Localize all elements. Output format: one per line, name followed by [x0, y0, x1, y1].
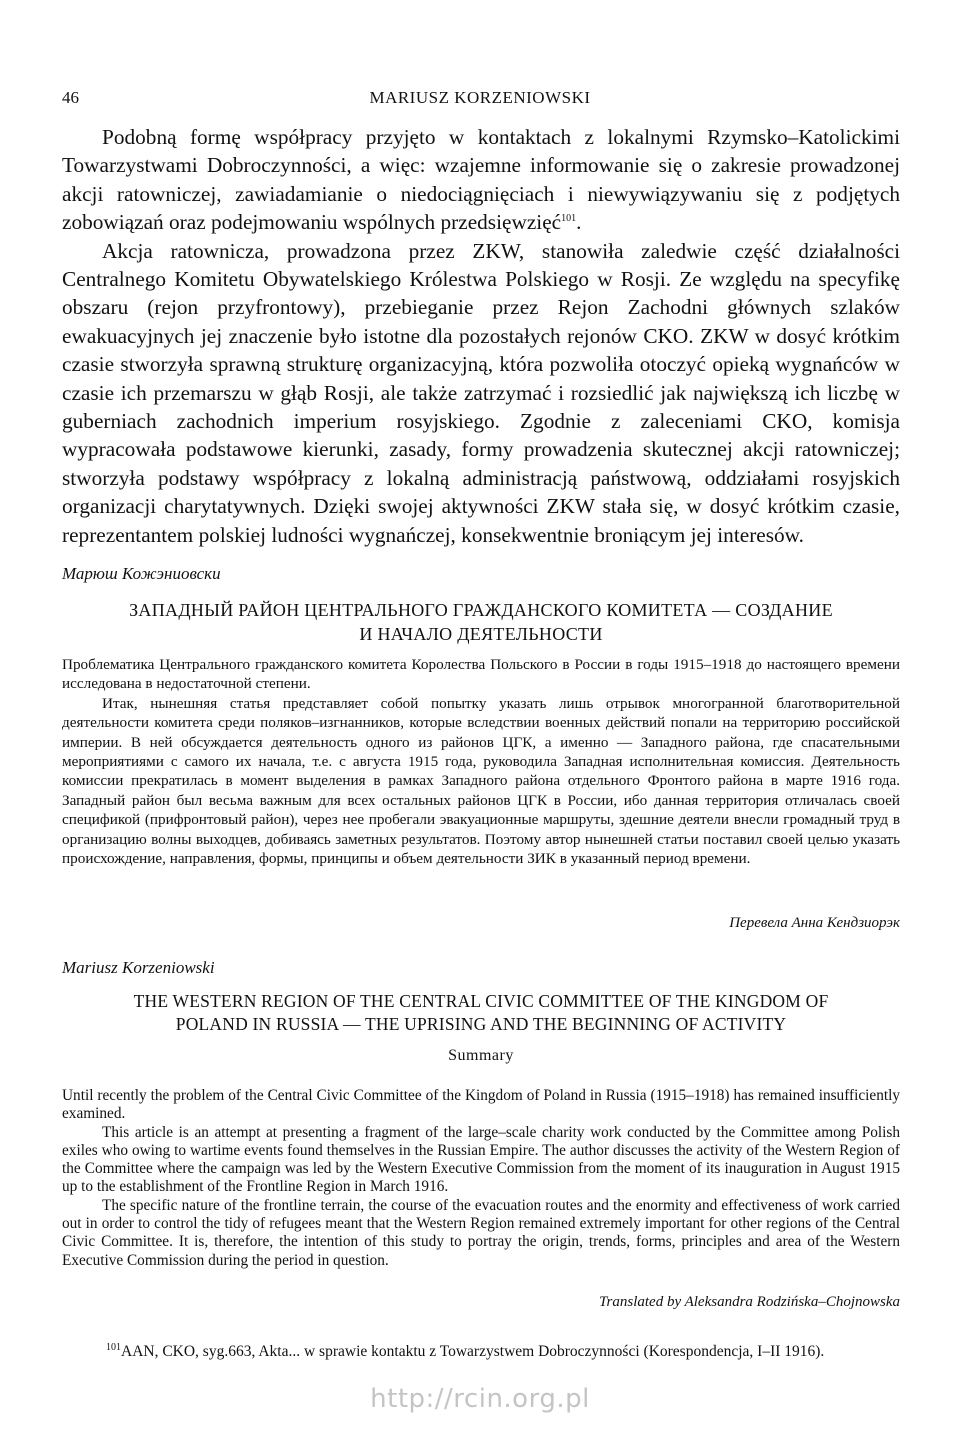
footnote [62, 1342, 900, 1362]
english-summary-text [62, 1087, 900, 1270]
russian-author: Марюш Кожэниовски [62, 564, 221, 583]
russian-title-line-1: ЗАПАДНЫЙ РАЙОН ЦЕНТРАЛЬНОГО ГРАЖДАНСКОГО КОМИТЕТА — СОЗДАНИЕ [129, 600, 833, 620]
watermark-url[interactable]: http://rcin.org.pl [370, 1384, 590, 1414]
polish-paragraph-1 [62, 123, 900, 237]
english-paragraph-1: Until recently the problem of the Central Civic Committee of the Kingdom of Poland in Russia (1915–1918) has remained insufficiently examined. [62, 1087, 900, 1123]
summary-heading: Summary [448, 1047, 514, 1064]
russian-title-line-2: И НАЧАЛО ДЕЯТЕЛЬНОСТИ [359, 624, 603, 644]
footnote-text: AAN, CKO, syg.663, Akta... w sprawie kontaktu z Towarzystwem Dobroczynności (Korespondencja, I–II 1916). [121, 1343, 825, 1360]
running-head: MARIUSZ KORZENIOWSKI [369, 88, 591, 107]
polish-paragraph-2: Akcja ratownicza, prowadzona przez ZKW, stanowiła zaledwie część działalności Centralnego Komitetu Obywatelskiego Królestwa Polskiego w Rosji. Ze względu na specyfikę obszaru (rejon przyfrontowy), przebieganie przez Rejon Zachodni głównych szlaków ewakuacyjnych jej znaczenie było istotne dla pozostałych rejonów CKO. ZKW w dosyć krótkim czasie stworzyła sprawną strukturę organizacyjną, która pozwoliła otoczyć opieką wygnańców w czasie ich przemarszu w głąb Rosji, ale także zatrzymać i rozsiedlić jak największą ich liczbę w guberniach zachodnich imperium rosyjskiego. Zgodnie z zaleceniami CKO, komisja wypracowała podstawowe kierunki, zasady, formy prowadzenia skutecznej akcji ratowniczej; stworzyła podstawy współpracy z lokalną administracją państwową, oddziałami rosyjskich organizacji charytatywnych. Dzięki swojej aktywności ZKW stała się, w dosyć krótkim czasie, reprezentantem polskiej ludności wygnańczej, konsekwentnie broniącym jej interesów. [62, 238, 900, 547]
english-author: Mariusz Korzeniowski [62, 958, 215, 977]
russian-translator: Перевела Анна Кендзиорэк [729, 915, 900, 931]
russian-paragraph-2: Итак, нынешняя статья представляет собой попытку указать лишь отрывок многогранной благотворительной деятельности комитета среди поляков–изгнанников, которые вследствии военных действий попали на территорию российской империи. В ней обсуждается деятельность одного из районов ЦГК, а именно — Западного района, где спасательными мероприятиями с самого их начала, т.е. с августа 1915 года, руководила Западная исполнительная комиссия. Деятельность комиссии прекратилась в момент выделения в рамках Западного района отдельного Фронтого района в марте 1916 года. Западный район был весьма важным для всех остальных районов ЦГК в России, ибо данная территория отличалась своей спецификой (прифронтовый район), через нее пробегали эвакуационные маршруты, здешние деятели внесли громадный труд в организацию волны выходцев, добиваясь заметных результатов. Поэтому автор нынешней статьи поставил своей целью указать происхождение, направления, формы, принципы и объем деятельности ЗИК в указанный период времени. [62, 694, 900, 868]
english-paragraph-2: This article is an attempt at presenting a fragment of the large–scale charity work conducted by the Committee among Polish exiles who owing to wartime events found themselves in the Russian Empire. The author discusses the activity of the Western Region of the Committee where the campaign was led by the Western Executive Commission from the moment of its inauguration in August 1915 up to the establishment of the Frontline Region in March 1916. [62, 1123, 900, 1196]
english-translator: Translated by Aleksandra Rodzińska–Chojnowska [599, 1294, 900, 1310]
russian-paragraph-1: Проблематика Центрального гражданского комитета Королества Польского в России в годы 1915–1918 до настоящего времени исследована в недостаточной степени. [62, 656, 900, 693]
page-number: 46 [62, 88, 79, 107]
footnote-number: 101 [106, 1341, 121, 1353]
footnote-reference[interactable]: 101 [561, 213, 577, 225]
english-title [62, 990, 900, 1036]
polish-body-text [62, 123, 900, 549]
polish-paragraph-1-end: . [576, 210, 582, 235]
english-title-line-1: THE WESTERN REGION OF THE CENTRAL CIVIC COMMITTEE OF THE KINGDOM OF [133, 991, 829, 1011]
english-paragraph-3: The specific nature of the frontline terrain, the course of the evacuation routes and the enormity and effectiveness of work carried out in order to control the tidy of refugees meant that the Western Region remained extremely important for other regions of the Central Civic Committee. It is, therefore, the intention of this study to portray the origin, trends, forms, principles and area of the Western Executive Commission during the period in question. [62, 1196, 900, 1269]
polish-paragraph-1-text: Podobną formę współpracy przyjęto w kontaktach z lokalnymi Rzymsko–Katolickimi Towarzystwami Dobroczynności, a więc: wzajemne informowanie się o zakresie prowadzonej akcji ratowniczej, zawiadamianie o niedociągnięciach i niewywiązywaniu się z podjętych zobowiązań oraz podejmowaniu wspólnych przedsięwzięć [62, 125, 900, 235]
russian-summary-text [62, 655, 900, 868]
english-title-line-2: POLAND IN RUSSIA — THE UPRISING AND THE BEGINNING OF ACTIVITY [175, 1014, 787, 1034]
page-header [62, 88, 898, 112]
russian-title [62, 598, 900, 646]
